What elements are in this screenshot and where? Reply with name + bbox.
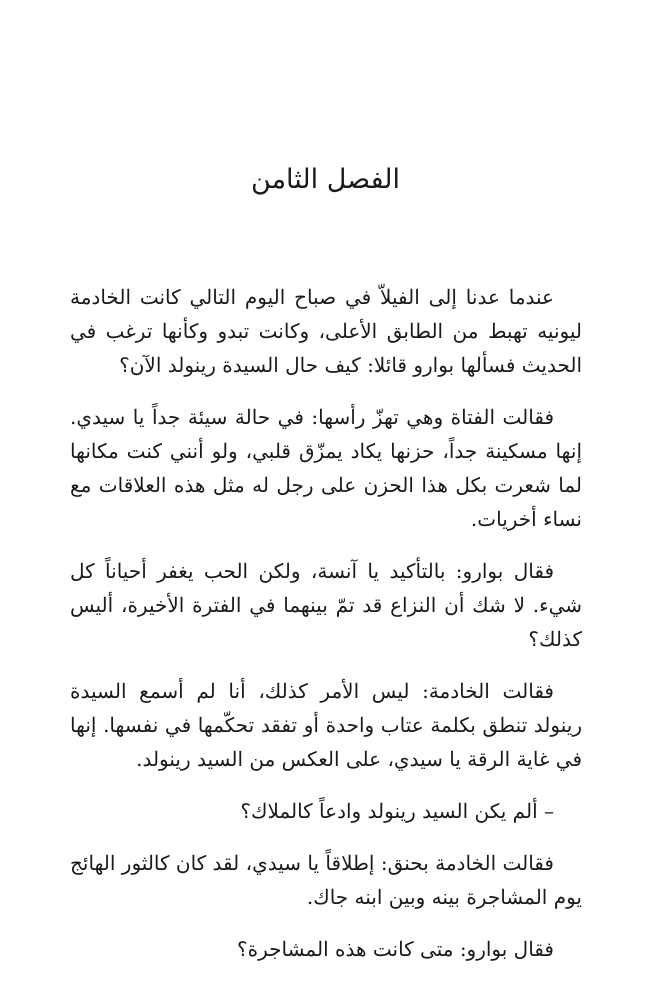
paragraph-3: فقال بوارو: بالتأكيد يا آنسة، ولكن الحب يغفر أحياناً كل شيء. لا شك أن النزاع قد تمّ بينهما في الفترة الأخيرة، أليس كذلك؟ [70, 559, 582, 651]
paragraph-4: فقالت الخادمة: ليس الأمر كذلك، أنا لم أسمع السيدة رينولد تنطق بكلمة عتاب واحدة أو تفقد تحكّمها في نفسها. إنها في غاية الرقة يا سيدي، على العكس من السيد رينولد. [70, 679, 582, 771]
paragraph-1: عندما عدنا إلى الفيلاّ في صباح اليوم التالي كانت الخادمة ليونيه تهبط من الطابق الأعلى، وكانت تبدو وكأنها ترغب في الحديث فسألها بوارو قائلا: كيف حال السيدة رينولد الآن؟ [70, 285, 582, 377]
paragraph-5: – ألم يكن السيد رينولد وادعاً كالملاك؟ [240, 799, 554, 823]
paragraph-7: فقال بوارو: متى كانت هذه المشاجرة؟ [236, 937, 554, 961]
chapter-title: الفصل الثامن [251, 164, 400, 195]
chapter-body [70, 280, 582, 984]
paragraph-6: فقالت الخادمة بحنق: إطلاقاً يا سيدي، لقد كان كالثور الهائج يوم المشاجرة بينه وبين ابنه جاك. [70, 851, 582, 909]
paragraph-2: فقالت الفتاة وهي تهزّ رأسها: في حالة سيئة جداً يا سيدي. إنها مسكينة جداً، حزنها يكاد يمزّق قلبي، ولو أنني كنت مكانها لما شعرت بكل هذا الحزن على رجل له مثل هذه العلاقات مع نساء أخريات. [70, 405, 582, 531]
